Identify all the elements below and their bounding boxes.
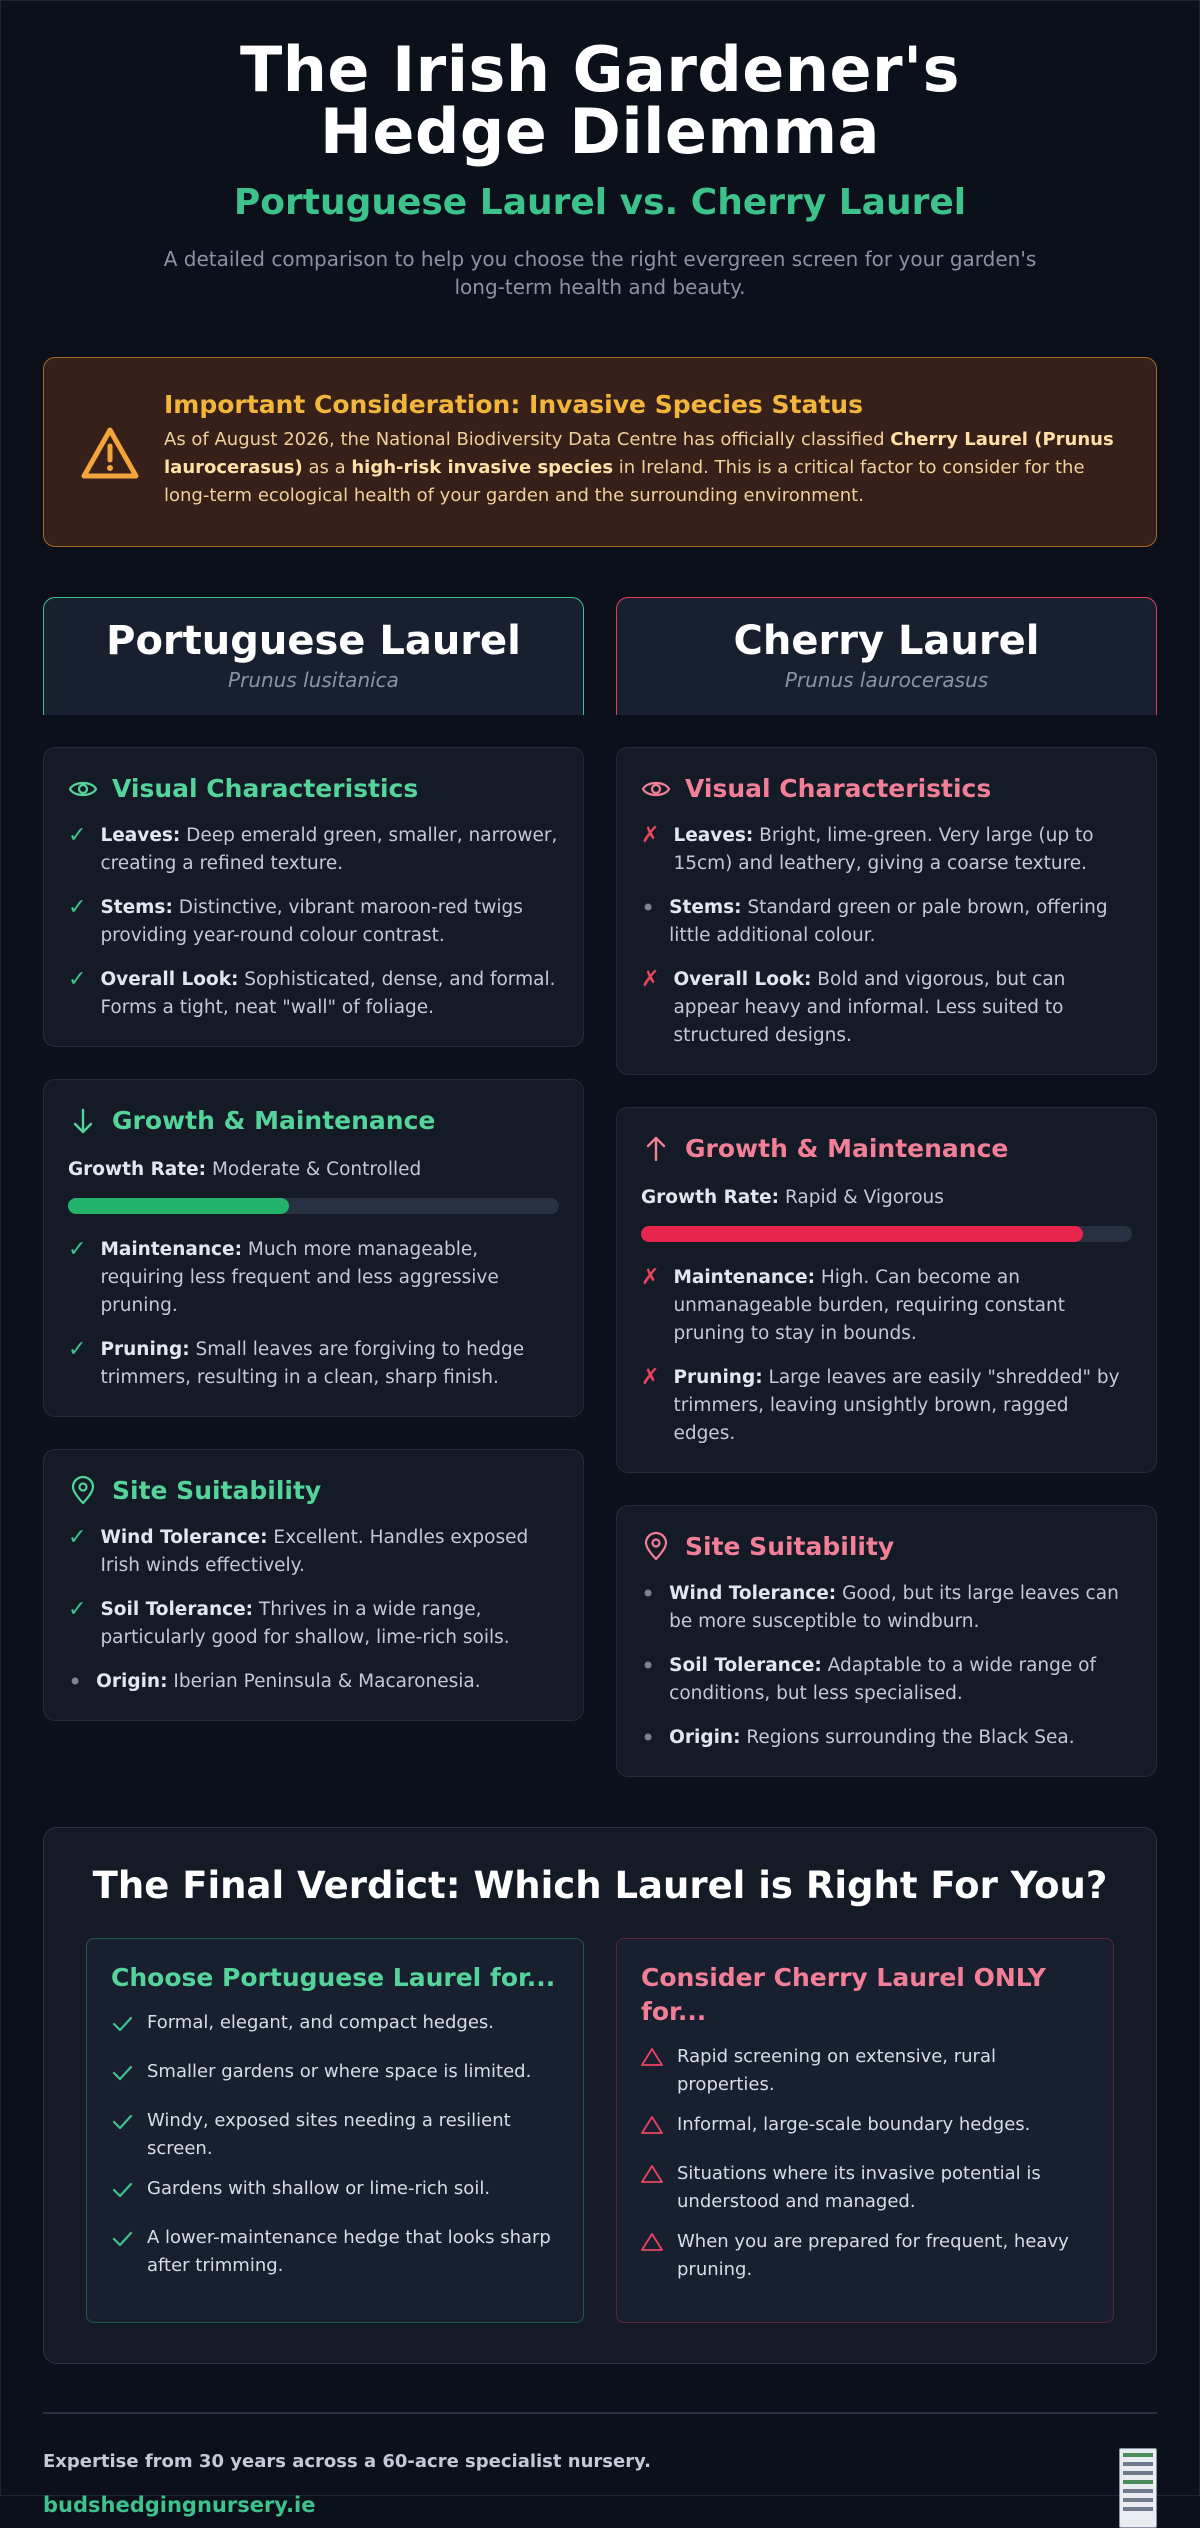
card-heading: Site Suitability — [112, 1476, 322, 1505]
portuguese-visual-card — [43, 747, 584, 1047]
warning-text-part: in Ireland. This is a critical factor to consider for the long-term ecological health of your garden and the surrounding environment. — [164, 457, 1085, 506]
verdict-item — [111, 2224, 559, 2280]
cross-icon: ✗ — [641, 1265, 660, 1290]
verdict-item — [641, 2228, 1089, 2284]
warning-risk-level: high-risk invasive species — [351, 457, 614, 478]
cherry-verdict-list — [641, 2043, 1089, 2284]
item-label: Origin: — [96, 1671, 168, 1692]
list-item — [68, 1596, 559, 1652]
verdict-item-text: Gardens with shallow or lime-rich soil. — [147, 2178, 491, 2199]
portuguese-verdict-title: Choose Portuguese Laurel for... — [111, 1963, 556, 1992]
warning-triangle-icon — [641, 2043, 663, 2099]
page-subtitle: Portuguese Laurel vs. Cherry Laurel — [233, 182, 967, 223]
verdict-item — [641, 2043, 1089, 2099]
card-heading: Visual Characteristics — [112, 774, 419, 803]
list-item — [641, 822, 1132, 878]
verdict-columns — [86, 1938, 1114, 2323]
visual-list — [641, 822, 1132, 1050]
item-text: Adaptable to a wide range of conditions, but less specialised. — [669, 1655, 1096, 1704]
growth-rate-label — [641, 1184, 1132, 1212]
rate-label: Growth Rate: — [68, 1159, 207, 1180]
check-icon: ✓ — [68, 1525, 87, 1550]
cherry-site-card — [616, 1505, 1157, 1777]
cross-icon: ✗ — [641, 1365, 660, 1390]
card-title — [68, 1474, 559, 1508]
verdict-item — [111, 2058, 559, 2095]
arrow-up-icon — [641, 1134, 671, 1164]
item-label: Maintenance: — [673, 1267, 815, 1288]
growth-rate-fill — [68, 1198, 289, 1214]
list-item — [68, 1524, 559, 1580]
cross-icon: ✗ — [641, 823, 660, 848]
warning-triangle-icon — [641, 2160, 663, 2216]
footer — [43, 2448, 1157, 2520]
bullet-dot-icon: • — [641, 1724, 656, 1752]
check-icon: ✓ — [68, 823, 87, 848]
item-label: Pruning: — [100, 1339, 190, 1360]
verdict-item — [111, 2175, 559, 2212]
card-title — [641, 1530, 1132, 1564]
verdict-item — [641, 2160, 1089, 2216]
warning-species-name: Cherry Laurel (Prunus laurocerasus) — [164, 429, 1114, 478]
list-item — [641, 1580, 1132, 1636]
bullet-dot-icon: • — [641, 894, 656, 922]
growth-list — [641, 1264, 1132, 1448]
item-text: Much more manageable, requiring less frequent and less aggressive pruning. — [100, 1239, 499, 1316]
verdict-item — [111, 2009, 559, 2046]
item-text: Small leaves are forgiving to hedge trimmers, resulting in a clean, sharp finish. — [100, 1339, 525, 1388]
list-item — [68, 894, 559, 950]
cherry-verdict-title: Consider Cherry Laurel ONLY for... — [641, 1963, 1046, 2026]
warning-triangle-icon — [78, 422, 142, 486]
website-link[interactable]: budshedgingnursery.ie — [43, 2493, 316, 2517]
item-label: Origin: — [669, 1727, 741, 1748]
eye-icon — [641, 774, 671, 804]
card-title — [68, 1104, 559, 1138]
warning-title: Important Consideration: Invasive Species Status — [164, 390, 863, 419]
check-icon: ✓ — [68, 967, 87, 992]
card-heading: Visual Characteristics — [685, 774, 992, 803]
arrow-down-icon — [68, 1106, 98, 1136]
warning-text-part: As of August 2026, the National Biodiversity Data Centre has officially classified — [164, 429, 891, 450]
verdict-item-text: Windy, exposed sites needing a resilient screen. — [147, 2110, 511, 2159]
portuguese-laurel-name: Portuguese Laurel — [106, 618, 521, 664]
visual-list — [68, 822, 559, 1022]
check-icon: ✓ — [68, 1337, 87, 1362]
item-text: Bright, lime-green. Very large (up to 15cm) and leathery, giving a coarse texture. — [673, 825, 1094, 874]
intro-text: A detailed comparison to help you choose the right evergreen screen for your garden's long-term health and beauty. — [163, 247, 1037, 299]
item-label: Wind Tolerance: — [100, 1527, 268, 1548]
list-item — [641, 1652, 1132, 1708]
cherry-laurel-latin: Prunus laurocerasus — [784, 668, 989, 692]
card-heading: Site Suitability — [685, 1532, 895, 1561]
list-item — [68, 1336, 559, 1392]
item-text: Sophisticated, dense, and formal. Forms a tight, neat "wall" of foliage. — [100, 969, 556, 1018]
portuguese-growth-card — [43, 1079, 584, 1417]
list-item — [68, 1668, 559, 1696]
item-label: Pruning: — [673, 1367, 763, 1388]
cherry-laurel-column — [616, 597, 1157, 1777]
cherry-verdict-box — [616, 1938, 1114, 2323]
cherry-visual-card — [616, 747, 1157, 1075]
location-pin-icon — [68, 1476, 98, 1506]
footer-divider — [43, 2412, 1157, 2414]
growth-rate-bar — [641, 1226, 1132, 1242]
card-heading: Growth & Maintenance — [685, 1134, 1009, 1163]
item-text: Iberian Peninsula & Macaronesia. — [167, 1671, 481, 1692]
site-list — [641, 1580, 1132, 1752]
portuguese-laurel-latin: Prunus lusitanica — [228, 668, 399, 692]
check-icon — [111, 2107, 133, 2163]
growth-list — [68, 1236, 559, 1392]
check-icon: ✓ — [68, 1597, 87, 1622]
portuguese-site-card — [43, 1449, 584, 1721]
card-heading: Growth & Maintenance — [112, 1106, 436, 1135]
item-text: Regions surrounding the Black Sea. — [740, 1727, 1075, 1748]
rate-value: Moderate & Controlled — [206, 1159, 422, 1180]
item-text: Standard green or pale brown, offering little additional colour. — [669, 897, 1108, 946]
cross-icon: ✗ — [641, 967, 660, 992]
check-icon — [111, 2224, 133, 2280]
item-label: Maintenance: — [100, 1239, 242, 1260]
list-item — [68, 1236, 559, 1320]
verdict-item — [641, 2111, 1089, 2148]
item-text: Bold and vigorous, but can appear heavy and informal. Less suited to structured designs. — [673, 969, 1066, 1046]
comparison-columns — [43, 597, 1157, 1777]
bullet-dot-icon: • — [68, 1668, 83, 1696]
footer-tagline: Expertise from 30 years across a 60-acre specialist nursery. — [43, 2451, 651, 2472]
item-label: Soil Tolerance: — [100, 1599, 254, 1620]
cherry-laurel-header — [616, 597, 1157, 715]
list-item — [641, 1264, 1132, 1348]
item-label: Stems: — [100, 897, 173, 918]
portuguese-laurel-header — [43, 597, 584, 715]
cherry-laurel-name: Cherry Laurel — [733, 618, 1040, 664]
card-title — [641, 1132, 1132, 1166]
check-icon: ✓ — [68, 895, 87, 920]
bullet-dot-icon: • — [641, 1652, 656, 1680]
verdict-item-text: Rapid screening on extensive, rural properties. — [677, 2046, 996, 2095]
item-label: Soil Tolerance: — [669, 1655, 822, 1676]
item-label: Stems: — [669, 897, 742, 918]
item-text: Distinctive, vibrant maroon-red twigs providing year-round colour contrast. — [100, 897, 523, 946]
warning-triangle-icon — [641, 2111, 663, 2148]
warning-triangle-icon — [641, 2228, 663, 2284]
eye-icon — [68, 774, 98, 804]
portuguese-verdict-list — [111, 2009, 559, 2280]
list-item — [641, 1364, 1132, 1448]
verdict-item — [111, 2107, 559, 2163]
check-icon: ✓ — [68, 1237, 87, 1262]
portuguese-laurel-column — [43, 597, 584, 1777]
portuguese-verdict-box — [86, 1938, 584, 2323]
nursery-logo — [1119, 2448, 1157, 2528]
bullet-dot-icon: • — [641, 1580, 656, 1608]
growth-rate-label — [68, 1156, 559, 1184]
check-icon — [111, 2009, 133, 2046]
item-text: Good, but its large leaves can be more susceptible to windburn. — [669, 1583, 1119, 1632]
rate-label: Growth Rate: — [641, 1187, 780, 1208]
item-label: Overall Look: — [100, 969, 239, 990]
growth-rate-fill — [641, 1226, 1083, 1242]
invasive-warning-box — [43, 357, 1157, 547]
location-pin-icon — [641, 1532, 671, 1562]
item-label: Leaves: — [100, 825, 181, 846]
site-list — [68, 1524, 559, 1696]
item-text: Deep emerald green, smaller, narrower, creating a refined texture. — [100, 825, 558, 874]
list-item — [68, 966, 559, 1022]
list-item — [641, 1724, 1132, 1752]
item-label: Leaves: — [673, 825, 754, 846]
cherry-growth-card — [616, 1107, 1157, 1473]
verdict-item-text: Informal, large-scale boundary hedges. — [677, 2114, 1031, 2135]
check-icon — [111, 2175, 133, 2212]
list-item — [641, 966, 1132, 1050]
list-item — [641, 894, 1132, 950]
page-title: The Irish Gardener's Hedge Dilemma — [240, 33, 960, 168]
growth-rate-bar — [68, 1198, 559, 1214]
item-label: Overall Look: — [673, 969, 812, 990]
item-text: Large leaves are easily "shredded" by trimmers, leaving unsightly brown, ragged edges. — [673, 1367, 1120, 1444]
verdict-item-text: Situations where its invasive potential is understood and managed. — [677, 2163, 1041, 2212]
final-verdict-section — [43, 1827, 1157, 2364]
item-text: High. Can become an unmanageable burden, requiring constant pruning to stay in bounds. — [673, 1267, 1065, 1344]
rate-value: Rapid & Vigorous — [779, 1187, 944, 1208]
verdict-item-text: When you are prepared for frequent, heavy pruning. — [677, 2231, 1069, 2280]
verdict-item-text: Smaller gardens or where space is limited. — [147, 2061, 532, 2082]
item-text: Excellent. Handles exposed Irish winds effectively. — [100, 1527, 529, 1576]
warning-text-part: as a — [302, 457, 352, 478]
item-text: Thrives in a wide range, particularly good for shallow, lime-rich soils. — [100, 1599, 510, 1648]
header — [43, 33, 1157, 301]
item-label: Wind Tolerance: — [669, 1583, 837, 1604]
warning-text — [164, 426, 1116, 510]
card-title — [641, 772, 1132, 806]
list-item — [68, 822, 559, 878]
verdict-title: The Final Verdict: Which Laurel is Right For You? — [92, 1864, 1108, 1907]
verdict-item-text: Formal, elegant, and compact hedges. — [147, 2012, 495, 2033]
card-title — [68, 772, 559, 806]
check-icon — [111, 2058, 133, 2095]
verdict-item-text: A lower-maintenance hedge that looks sharp after trimming. — [147, 2227, 551, 2276]
